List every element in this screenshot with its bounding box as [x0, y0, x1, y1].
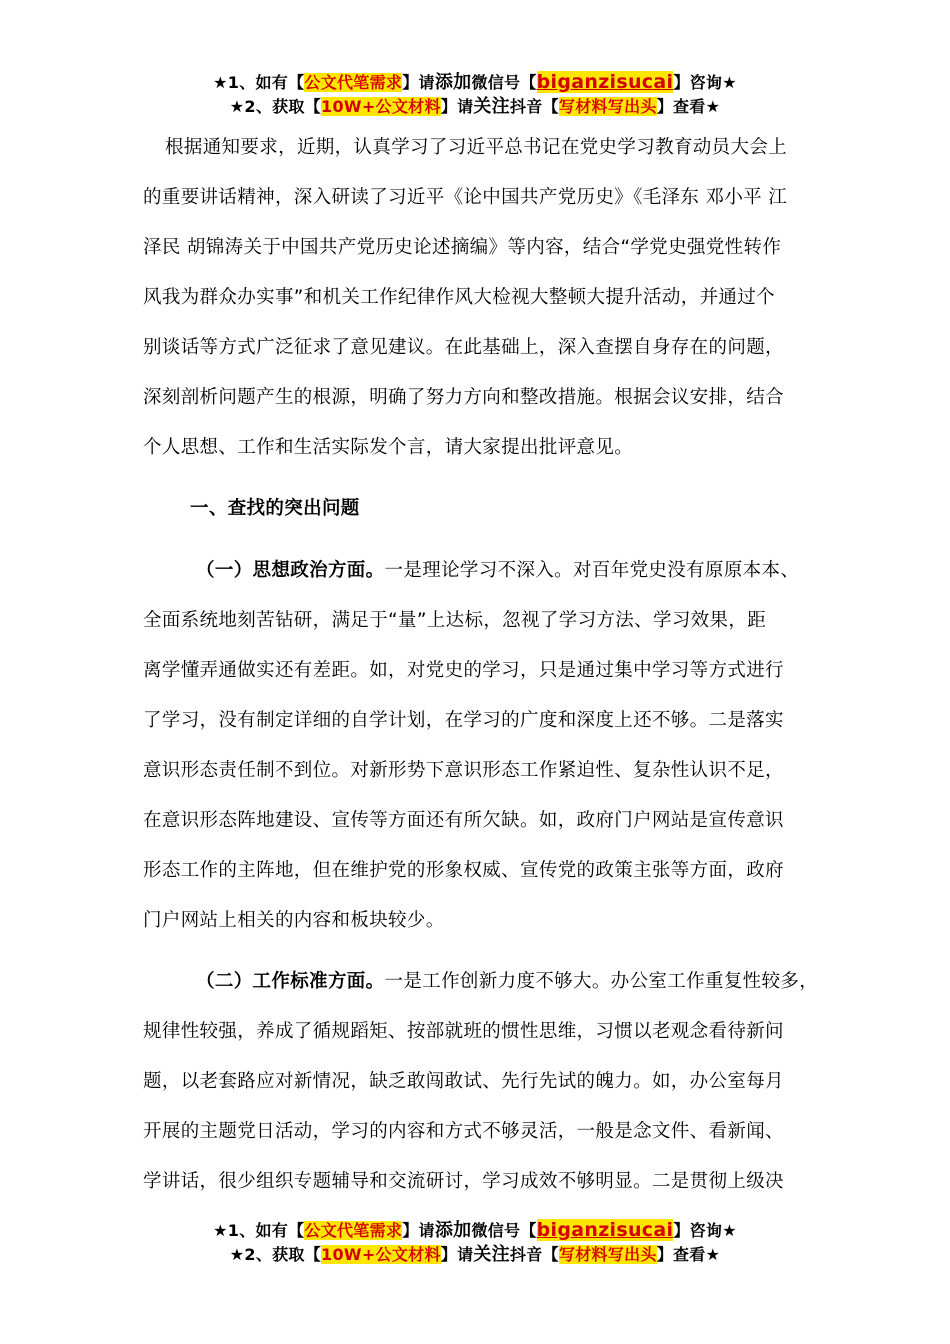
highlight-wechat-id: biganzisucai — [536, 71, 674, 93]
text-line: 根据通知要求，近期，认真学习了习近平总书记在党史学习教育动员大会上 — [165, 137, 788, 158]
text-line: 规律性较强，养成了循规蹈矩、按部就班的惯性思维，习惯以老观念看待新问 — [143, 1021, 784, 1042]
highlight-douyin-account: 写材料写出头 — [558, 1245, 657, 1264]
section-heading: 一、查找的突出问题 — [190, 498, 360, 519]
highlight-materials: 10W+公文材料 — [321, 1245, 441, 1264]
text-line: 形态工作的主阵地，但在维护党的形象权威、宣传党的政策主张等方面，政府 — [143, 860, 784, 881]
text-line: 的重要讲话精神，深入研读了习近平《论中国共产党历史》《毛泽东 邓小平 江 — [143, 187, 788, 208]
text-line: 别谈话等方式广泛征求了意见建议。在此基础上，深入查摆自身存在的问题， — [143, 337, 784, 358]
text-line: 在意识形态阵地建设、宣传等方面还有所欠缺。如，政府门户网站是宣传意识 — [143, 810, 784, 831]
text-line: 深刻剖析问题产生的根源，明确了努力方向和整改措施。根据会议安排，结合 — [143, 387, 784, 408]
text-line: （二）工作标准方面。一是工作创新力度不够大。办公室工作重复性较多， — [196, 971, 819, 992]
highlight-douyin-account: 写材料写出头 — [558, 97, 657, 116]
subsection-title: （二）工作标准方面。 — [196, 971, 385, 992]
highlight-materials: 10W+公文材料 — [321, 97, 441, 116]
text-line: 题，以老套路应对新情况，缺乏敢闯敢试、先行先试的魄力。如，办公室每月 — [143, 1071, 784, 1092]
text-line: 开展的主题党日活动，学习的内容和方式不够灵活，一般是念文件、看新闻、 — [143, 1121, 784, 1142]
text-line: 泽民 胡锦涛关于中国共产党历史论述摘编》等内容，结合“学党史强党性转作 — [143, 237, 782, 258]
highlight-service: 公文代笔需求 — [304, 73, 403, 92]
subsection-title: （一）思想政治方面。 — [196, 560, 385, 581]
text-line: 个人思想、工作和生活实际发个言，请大家提出批评意见。 — [143, 437, 634, 458]
text-line: 意识形态责任制不到位。对新形势下意识形态工作紧迫性、复杂性认识不足， — [143, 760, 784, 781]
highlight-wechat-id: biganzisucai — [536, 1219, 674, 1241]
text-line: （一）思想政治方面。一是理论学习不深入。对百年党史没有原原本本、 — [196, 560, 800, 581]
text-line: 了学习，没有制定详细的自学计划，在学习的广度和深度上还不够。二是落实 — [143, 710, 784, 731]
text-line: 离学懂弄通做实还有差距。如，对党史的学习，只是通过集中学习等方式进行 — [143, 660, 784, 681]
banner-line-1: ★1、如有【公文代笔需求】请添加微信号【biganzisucai】咨询★ — [213, 71, 737, 93]
footer-banner — [0, 1218, 950, 1267]
text-line: 风我为群众办实事”和机关工作纪律作风大检视大整顿大提升活动，并通过个 — [143, 287, 775, 308]
text-line: 门户网站上相关的内容和板块较少。 — [143, 910, 445, 931]
banner-line-1: ★1、如有【公文代笔需求】请添加微信号【biganzisucai】咨询★ — [213, 1219, 737, 1241]
banner-line-2: ★2、获取【10W+公文材料】请关注抖音【写材料写出头】查看★ — [229, 96, 721, 117]
text-line: 全面系统地刻苦钻研，满足于“量”上达标，忽视了学习方法、学习效果，距 — [143, 610, 767, 631]
highlight-service: 公文代笔需求 — [304, 1221, 403, 1240]
banner-line-2: ★2、获取【10W+公文材料】请关注抖音【写材料写出头】查看★ — [229, 1244, 721, 1265]
text-line: 学讲话，很少组织专题辅导和交流研讨，学习成效不够明显。二是贯彻上级决 — [143, 1171, 784, 1192]
